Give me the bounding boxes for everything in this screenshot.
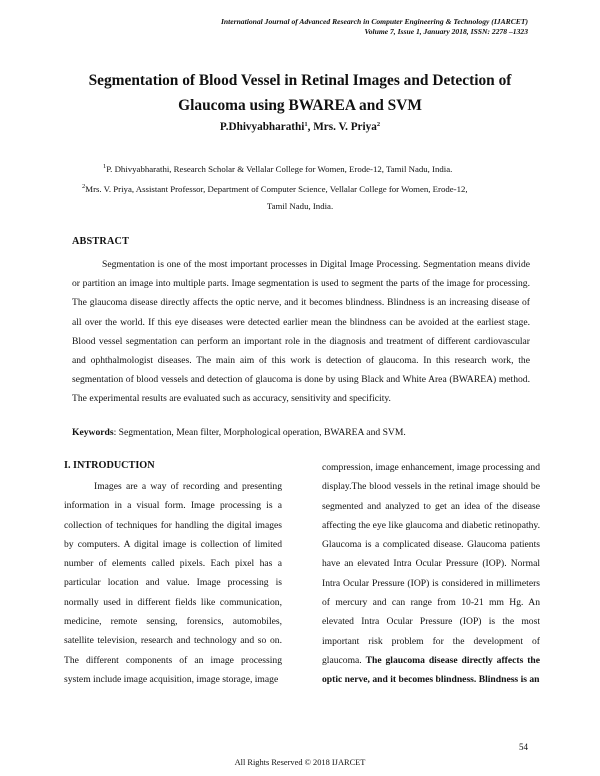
affiliation-2-continued: Tamil Nadu, India. [266,201,334,211]
affiliation-2 [82,184,468,195]
keywords-line [72,427,530,439]
author-1: P.Dhivyabharathi [219,121,305,133]
page-number: 54 [519,742,528,752]
affiliation-2-text: Mrs. V. Priya, Assistant Professor, Department of Computer Science, Vellalar College for Women, Erode-12, [85,184,468,194]
affiliation-1-text: P. Dhivyabharathi, Research Scholar & Vellalar College for Women, Erode-12, Tamil Nadu, India. [106,164,453,174]
author-1-mark: 1 [304,121,308,128]
author-2: Mrs. V. Priya [313,121,377,133]
introduction-left-column: Images are a way of recording and presenting information in a visual form. Image processing is a collection of techniques for handling the digital images by computers. A digital image is collection of limited number of elements called pixels. Each pixel has a particular location and value. Image processing is normally used in different fields like communication, medicine, remote sensing, forensics, automobiles, satellite television, research and technology and so on. The different components of an image processing system include image acquisition, image storage, image [64,481,282,685]
introduction-right-text: compression, image enhancement, image processing and display.The blood vessels in the retinal image should be segmented and analyzed to get an idea of the disease affecting the eye like glaucoma and diabetic retinopathy. Glaucoma is a complicated disease. Glaucoma patients have an elevated Intra Ocular Pressure (IOP). Normal Intra Ocular Pressure (IOP) is considered in millimeters of mercury and can range from 10-21 mm Hg. An elevated Intra Ocular Pressure (IOP) is the most important risk problem for the development of glaucoma. [322,462,540,666]
journal-name: International Journal of Advanced Research in Computer Engineering & Technology (IJARCET) [220,17,528,26]
abstract-text: Segmentation is one of the most important processes in Digital Image Processing. Segmentation means divide or partition an image into multiple parts. Image segmentation is used to segment the parts of the image for processing. The glaucoma disease directly affects the optic nerve, and it becomes blindness. Blindness is an increasing disease of all over the world. If this eye diseases were detected earlier mean the blindness can be avoided at the earliest stage. Blood vessel segmentation can perform an important role in the diagnosis and treatment of different cardiovascular and ophthalmologist diseases. The main aim of this work is detection of glaucoma. In this research work, the segmentation of blood vessels and detection of glaucoma is done by using Black and White Area (BWAREA) method. The experimental results are evaluated such as accuracy, sensitivity and specificity. [72,259,530,405]
section-heading-introduction: I. INTRODUCTION [64,460,155,471]
keywords-list: : Segmentation, Mean filter, Morphological operation, BWAREA and SVM. [113,427,406,438]
author-separator: , [307,121,314,133]
affiliation-2-mark: 2 [82,183,86,190]
affiliation-1-mark: 1 [103,163,107,170]
author-line [60,121,540,133]
author-2-mark: 2 [376,121,381,128]
copyright-footer: All Rights Reserved © 2018 IJARCET [234,758,366,767]
journal-header [108,17,528,37]
introduction-emphasis-text: The glaucoma disease directly affects the optic nerve, and it becomes blindness. Blindness is an [322,654,540,686]
abstract-heading: ABSTRACT [72,236,130,247]
introduction-right-column [322,458,540,690]
affiliation-1 [103,164,452,175]
paper-title: Segmentation of Blood Vessel in Retinal Images and Detection of Glaucoma using BWAREA and SVM [88,72,512,114]
keywords-label: Keywords [72,427,114,438]
journal-volume: Volume 7, Issue 1, January 2018, ISSN: 2278 –1323 [364,27,528,36]
